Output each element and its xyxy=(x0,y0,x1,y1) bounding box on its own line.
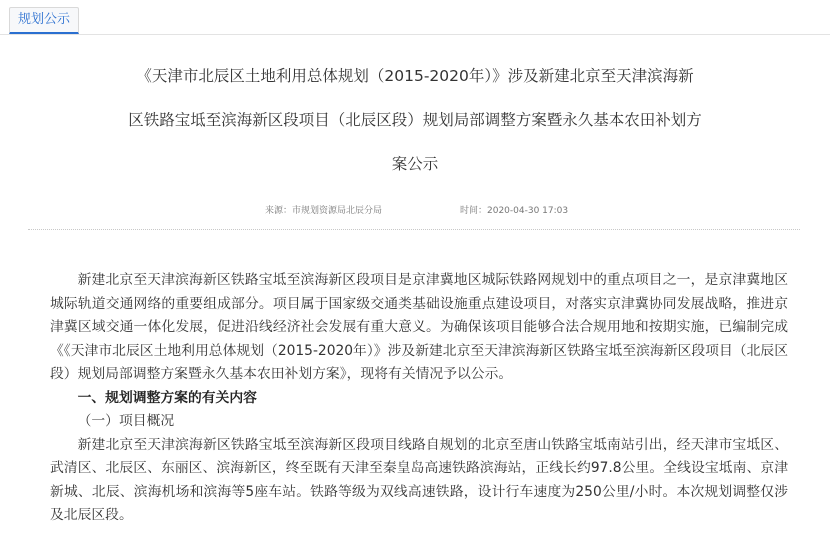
article-meta xyxy=(0,204,830,218)
subsection-heading: （一）项目概况 xyxy=(77,413,175,429)
title-line-3: 案公示 xyxy=(391,155,439,173)
title-line-2: 区铁路宝坻至滨海新区段项目（北辰区段）规划局部调整方案暨永久基本农田补划方 xyxy=(128,111,702,129)
tab-bar xyxy=(0,0,830,35)
paragraph-intro: 新建北京至天津滨海新区铁路宝坻至滨海新区段项目是京津冀地区城际铁路网规划中的重点项目之一，是京津冀地区城际轨道交通网络的重要组成部分。项目属于国家级交通类基础设施重点建设项目，对落实京津冀协同发展战略，推进京津冀区域交通一体化发展，促进沿线经济社会发展有重大意义。为确保该项目能够合法合规用地和按期实施，已编制完成《《天津市北辰区土地利用总体规划（2015-2020年）》涉及新建北京至天津滨海新区铁路宝坻至滨海新区段项目（北辰区段）规划局部调整方案暨永久基本农田补划方案》，现将有关情况予以公示。 xyxy=(50,272,788,382)
article-source: 来源：市规划资源局北辰分局 xyxy=(265,206,383,216)
article-body xyxy=(50,269,788,528)
title-line-1: 《天津市北辰区土地利用总体规划（2015-2020年）》涉及新建北京至天津滨海新 xyxy=(136,67,694,85)
section-heading: 一、规划调整方案的有关内容 xyxy=(77,389,257,406)
paragraph-overview: 新建北京至天津滨海新区铁路宝坻至滨海新区段项目线路自规划的北京至唐山铁路宝坻南站引出，经天津市宝坻区、武清区、北辰区、东丽区、滨海新区，终至既有天津至秦皇岛高速铁路滨海站，正线长约97.8公里。全线设宝坻南、京津新城、北辰、滨海机场和滨海等5座车站。铁路等级为双线高速铁路，设计行车速度为250公里/小时。本次规划调整仅涉及北辰区段。 xyxy=(50,436,788,523)
tab-planning-notice[interactable]: 规划公示 xyxy=(9,7,79,34)
article-time: 时间：2020-04-30 17:03 xyxy=(460,206,569,216)
article-title xyxy=(0,58,830,190)
divider xyxy=(28,229,800,230)
